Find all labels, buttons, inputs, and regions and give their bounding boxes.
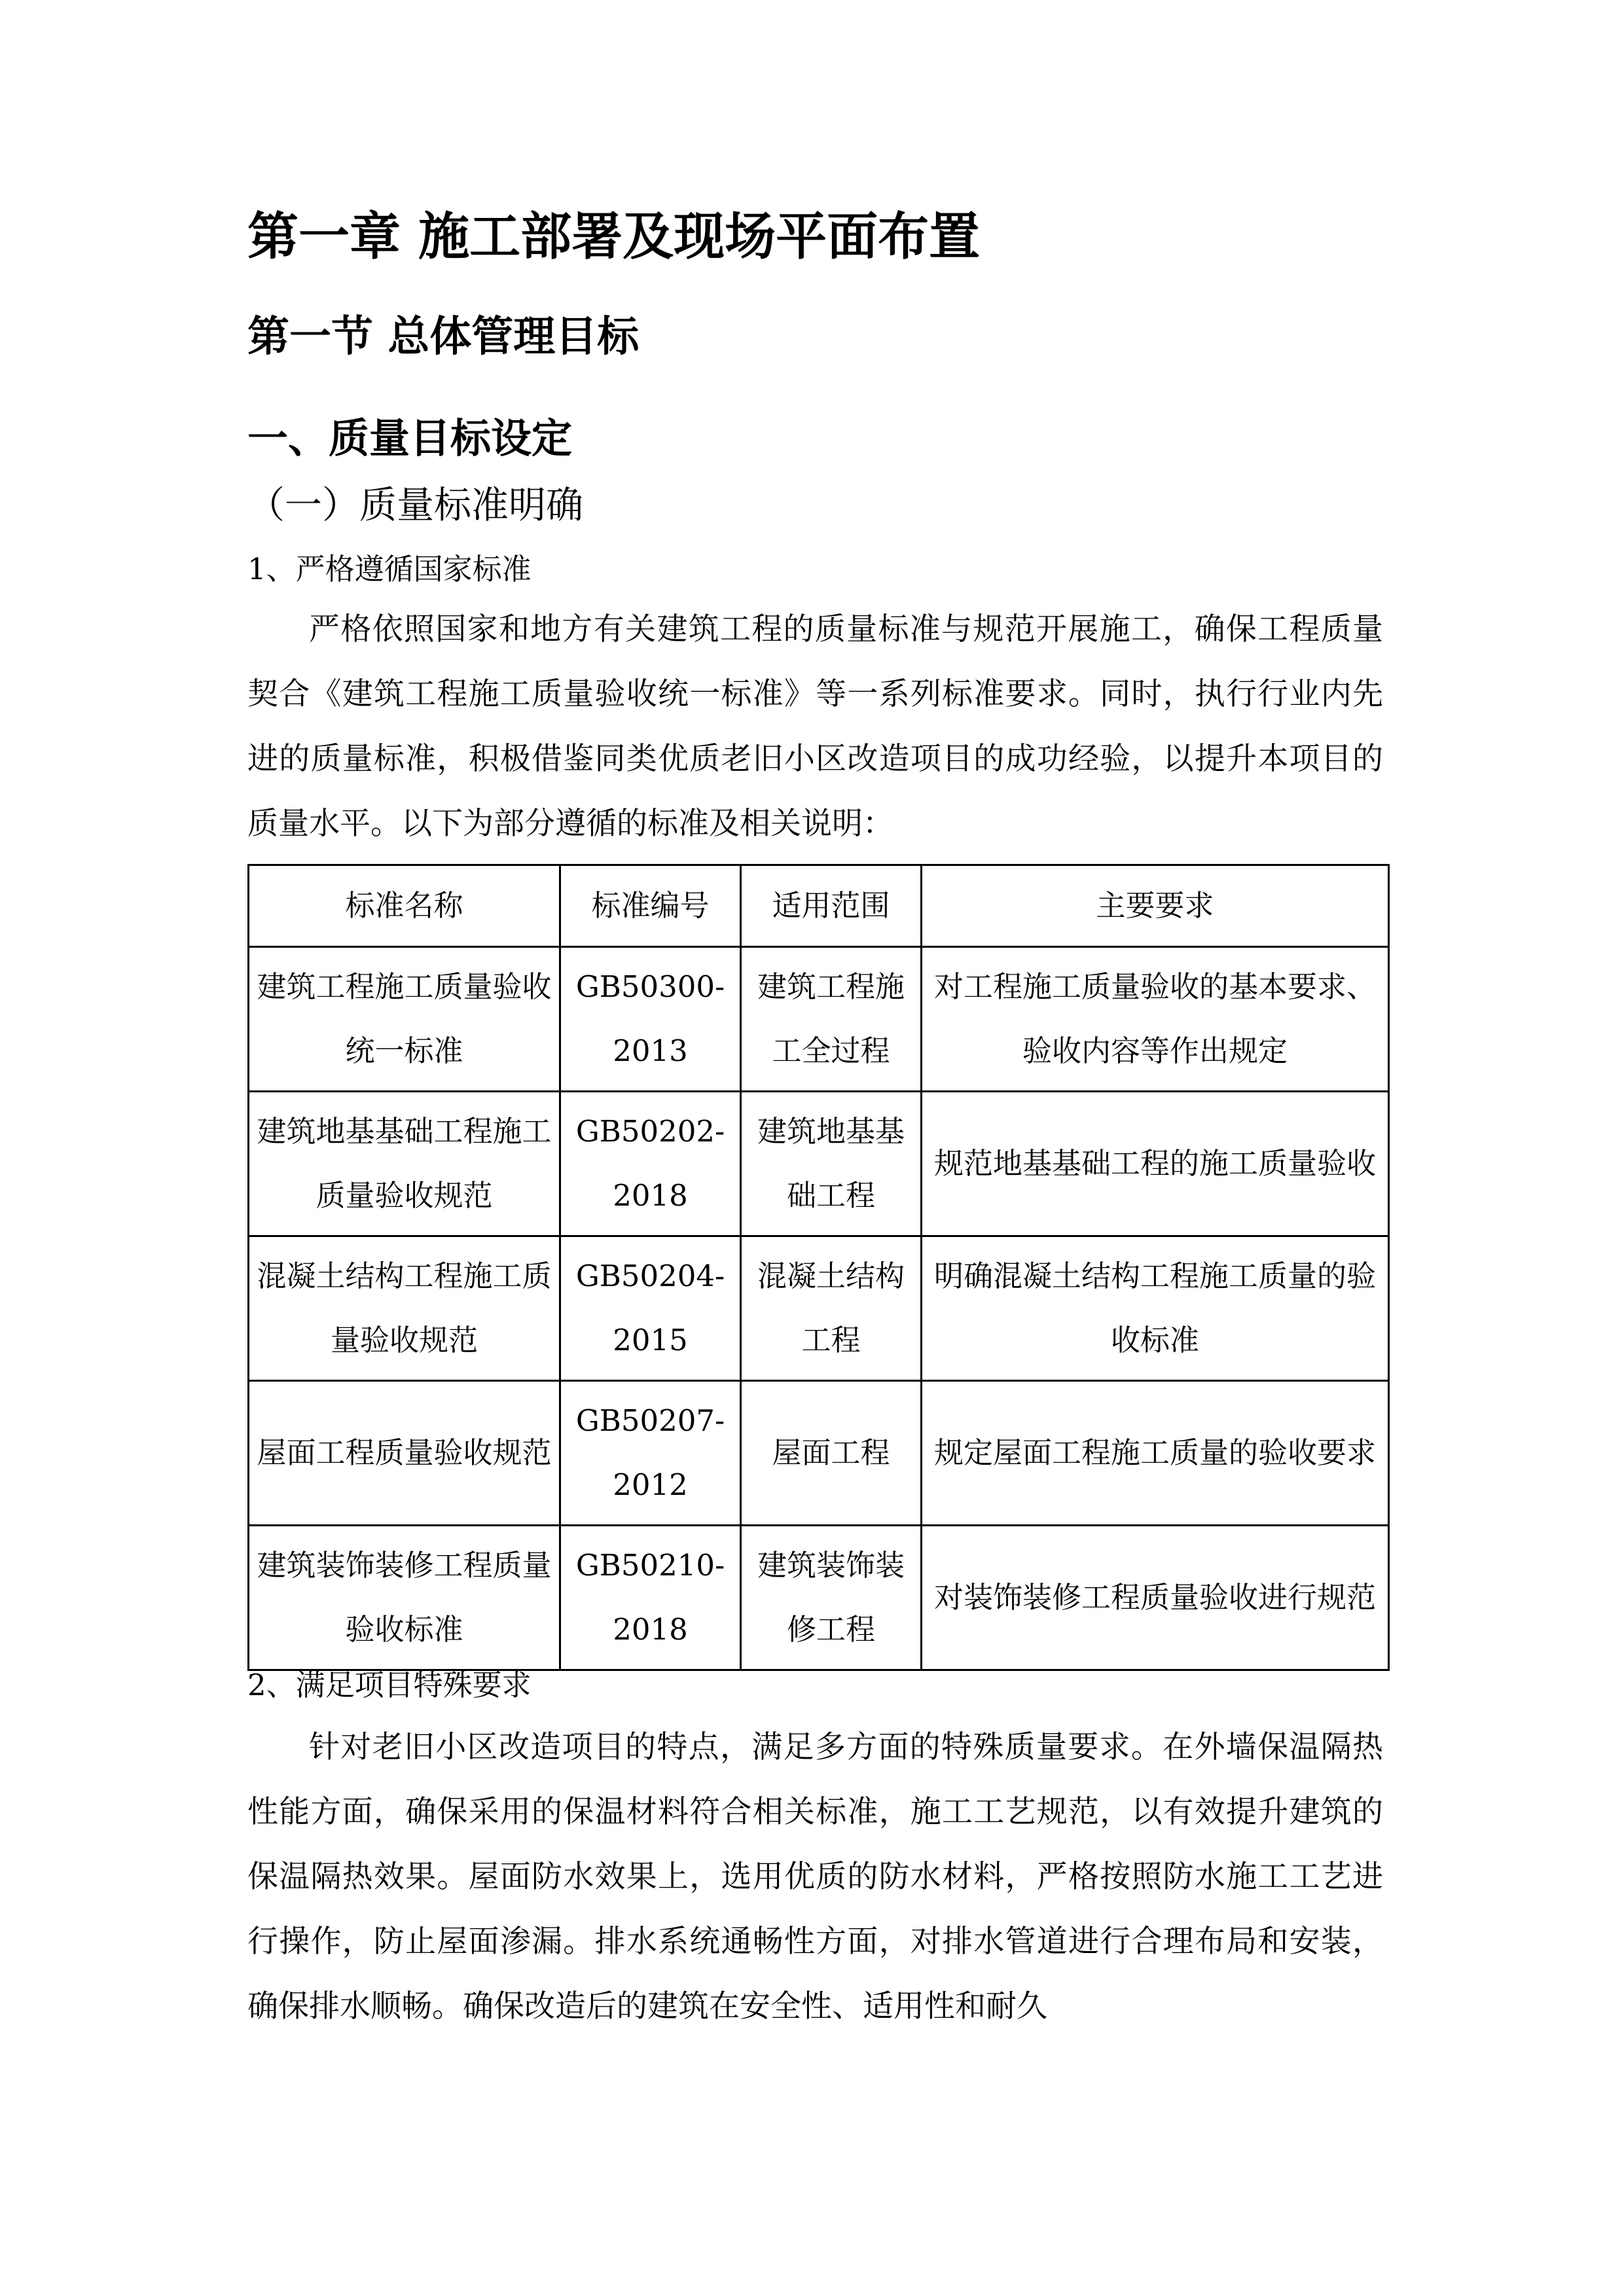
standard-code-cell: GB50207-2012: [560, 1381, 741, 1526]
standard-scope-cell: 屋面工程: [741, 1381, 922, 1526]
standard-name-cell: 建筑装饰装修工程质量验收标准: [249, 1526, 560, 1670]
chapter-title: 第一章 施工部署及现场平面布置: [247, 207, 981, 266]
standard-name-cell: 建筑地基基础工程施工质量验收规范: [249, 1092, 560, 1236]
standard-requirement-cell: 对工程施工质量验收的基本要求、验收内容等作出规定: [922, 947, 1389, 1092]
standard-code-cell: GB50300-2013: [560, 947, 741, 1092]
standard-code-cell: GB50210-2018: [560, 1526, 741, 1670]
item1-paragraph: 严格依照国家和地方有关建筑工程的质量标准与规范开展施工，确保工程质量契合《建筑工程施工质量验收统一标准》等一系列标准要求。同时，执行行业内先进的质量标准，积极借鉴同类优质老旧小区改造项目的成功经验，以提升本项目的质量水平。以下为部分遵循的标准及相关说明：: [247, 611, 1383, 842]
table-row: [249, 947, 1389, 1092]
standard-scope-cell: 混凝土结构工程: [741, 1236, 922, 1381]
standard-scope-cell: 建筑工程施工全过程: [741, 947, 922, 1092]
table-header-cell: 标准名称: [249, 865, 560, 947]
standard-name-cell: 建筑工程施工质量验收统一标准: [249, 947, 560, 1092]
subsection-title: 一、质量目标设定: [247, 414, 573, 462]
table-row: [249, 1381, 1389, 1526]
table-row: [249, 1236, 1389, 1381]
standard-requirement-cell: 明确混凝土结构工程施工质量的验收标准: [922, 1236, 1389, 1381]
standard-name-cell: 混凝土结构工程施工质量验收规范: [249, 1236, 560, 1381]
standard-requirement-cell: 规范地基基础工程的施工质量验收: [922, 1092, 1389, 1236]
standard-code-cell: GB50202-2018: [560, 1092, 741, 1236]
standard-requirement-cell: 对装饰装修工程质量验收进行规范: [922, 1526, 1389, 1670]
standard-scope-cell: 建筑装饰装修工程: [741, 1526, 922, 1670]
table-header-cell: 适用范围: [741, 865, 922, 947]
standard-name-cell: 屋面工程质量验收规范: [249, 1381, 560, 1526]
subsubsection-title: （一）质量标准明确: [247, 484, 583, 527]
item1-title: 1、严格遵循国家标准: [247, 552, 532, 586]
standards-table: [247, 864, 1390, 1671]
table-row: [249, 1092, 1389, 1236]
item2-title: 2、满足项目特殊要求: [247, 1668, 532, 1702]
table-header-cell: 主要要求: [922, 865, 1389, 947]
standard-scope-cell: 建筑地基基础工程: [741, 1092, 922, 1236]
table-header-cell: 标准编号: [560, 865, 741, 947]
standard-code-cell: GB50204-2015: [560, 1236, 741, 1381]
item2-paragraph: 针对老旧小区改造项目的特点，满足多方面的特殊质量要求。在外墙保温隔热性能方面，确保采用的保温材料符合相关标准，施工工艺规范，以有效提升建筑的保温隔热效果。屋面防水效果上，选用优质的防水材料，严格按照防水施工工艺进行操作，防止屋面渗漏。排水系统通畅性方面，对排水管道进行合理布局和安装，确保排水顺畅。确保改造后的建筑在安全性、适用性和耐久: [247, 1729, 1383, 2024]
section-title: 第一节 总体管理目标: [247, 312, 640, 361]
table-header-row: [249, 865, 1389, 947]
table-row: [249, 1526, 1389, 1670]
standard-requirement-cell: 规定屋面工程施工质量的验收要求: [922, 1381, 1389, 1526]
